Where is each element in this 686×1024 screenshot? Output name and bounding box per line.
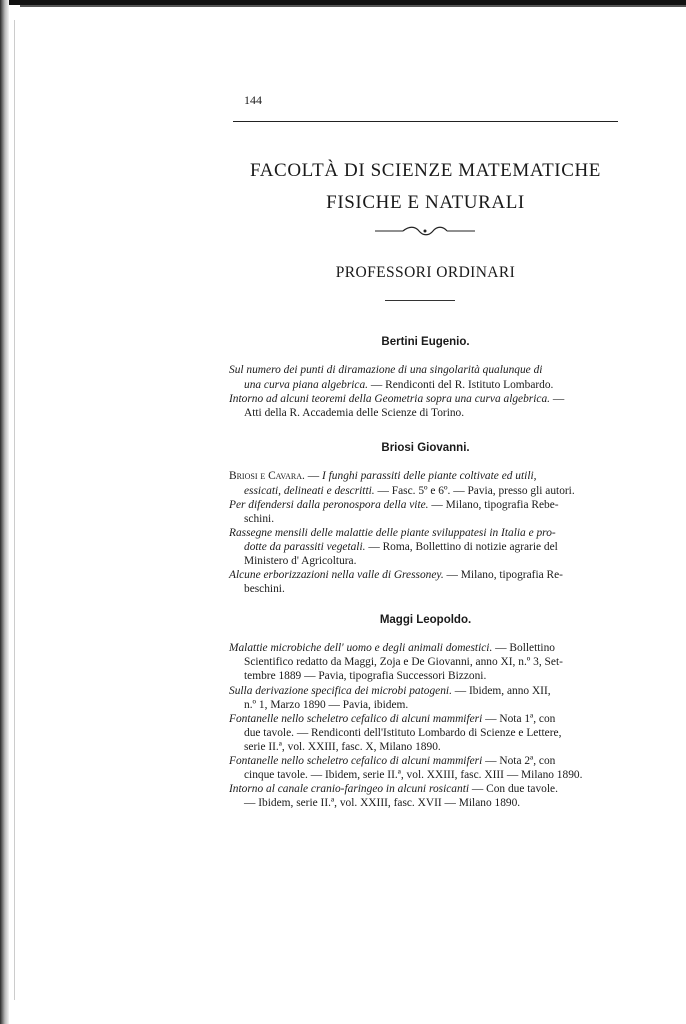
bibliography-line: beschini. [244, 583, 285, 595]
bibliography-line: tembre 1889 — Pavia, tipografia Successori Bizzoni. [244, 670, 487, 682]
bibliography-line: Fontanelle nello scheletro cefalico di alcuni mammiferi — Nota 1ª, con [229, 713, 556, 725]
author-heading-maggi: Maggi Leopoldo. [379, 614, 472, 626]
bibliography-line: — Ibidem, serie II.ª, vol. XXIII, fasc. XVII — Milano 1890. [244, 797, 521, 809]
scan-gutter-line [14, 20, 15, 1000]
bibliography-line: Intorno al canale cranio-faringeo in alcuni rosicanti — Con due tavole. [229, 783, 558, 795]
scan-border-top-thin [20, 5, 686, 7]
section-rule [385, 300, 455, 301]
bibliography-line: schini. [244, 513, 275, 525]
bibliography-line: essicati, delineati e descritti. — Fasc. 5º e 6º. — Pavia, presso gli autori. [244, 485, 575, 497]
author-heading-bertini: Bertini Eugenio. [381, 336, 470, 348]
author-heading-briosi: Briosi Giovanni. [381, 442, 470, 454]
bibliography-line: cinque tavole. — Ibidem, serie II.ª, vol. XXIII, fasc. XIII — Milano 1890. [244, 769, 583, 781]
bibliography-line: Sulla derivazione specifica dei microbi patogeni. — Ibidem, anno XII, [229, 685, 551, 697]
bibliography-line: una curva piana algebrica. — Rendiconti del R. Istituto Lombardo. [244, 379, 554, 391]
faculty-title-line-1: FACOLTÀ DI SCIENZE MATEMATICHE [249, 160, 602, 181]
section-title: PROFESSORI ORDINARI [335, 264, 516, 281]
bibliography-line: serie II.ª, vol. XXIII, fasc. X, Milano 1890. [244, 741, 441, 753]
bibliography-line: Intorno ad alcuni teoremi della Geometria sopra una curva algebrica. — [229, 393, 565, 405]
bibliography-line: Ministero d' Agricoltura. [244, 555, 357, 567]
bibliography-line: Malattie microbiche dell' uomo e degli animali domestici. — Bollettino [229, 642, 555, 654]
page-number: 144 [244, 93, 262, 107]
bibliography-line: Fontanelle nello scheletro cefalico di alcuni mammiferi — Nota 2ª, con [229, 755, 556, 767]
bibliography-line: Atti della R. Accademia delle Scienze di Torino. [244, 407, 465, 419]
bibliography-line: Alcune erborizzazioni nella valle di Gressoney. — Milano, tipografia Re- [229, 569, 563, 581]
bibliography-line: Briosi e Cavara. — I funghi parassiti delle piante coltivate ed utili, [229, 470, 537, 482]
bibliography-line: Sul numero dei punti di diramazione di una singolarità qualunque di [229, 364, 543, 376]
ornament-divider-icon [375, 225, 475, 237]
bibliography-line: Per difendersi dalla peronospora della vite. — Milano, tipografia Rebe- [229, 499, 559, 511]
bibliography-line: Rassegne mensili delle malattie delle piante sviluppatesi in Italia e pro- [229, 527, 556, 539]
bibliography-line: n.º 1, Marzo 1890 — Pavia, ibidem. [244, 699, 409, 711]
header-rule [233, 121, 618, 122]
bibliography-line: dotte da parassiti vegetali. — Roma, Bollettino di notizie agrarie del [244, 541, 558, 553]
faculty-title-line-2: FISICHE E NATURALI [326, 192, 525, 213]
bibliography-line: Scientifico redatto da Maggi, Zoja e De Giovanni, anno XI, n.º 3, Set- [244, 656, 563, 668]
bibliography-line: due tavole. — Rendiconti dell'Istituto Lombardo di Scienze e Lettere, [244, 727, 562, 739]
scan-border-left [0, 0, 9, 1024]
